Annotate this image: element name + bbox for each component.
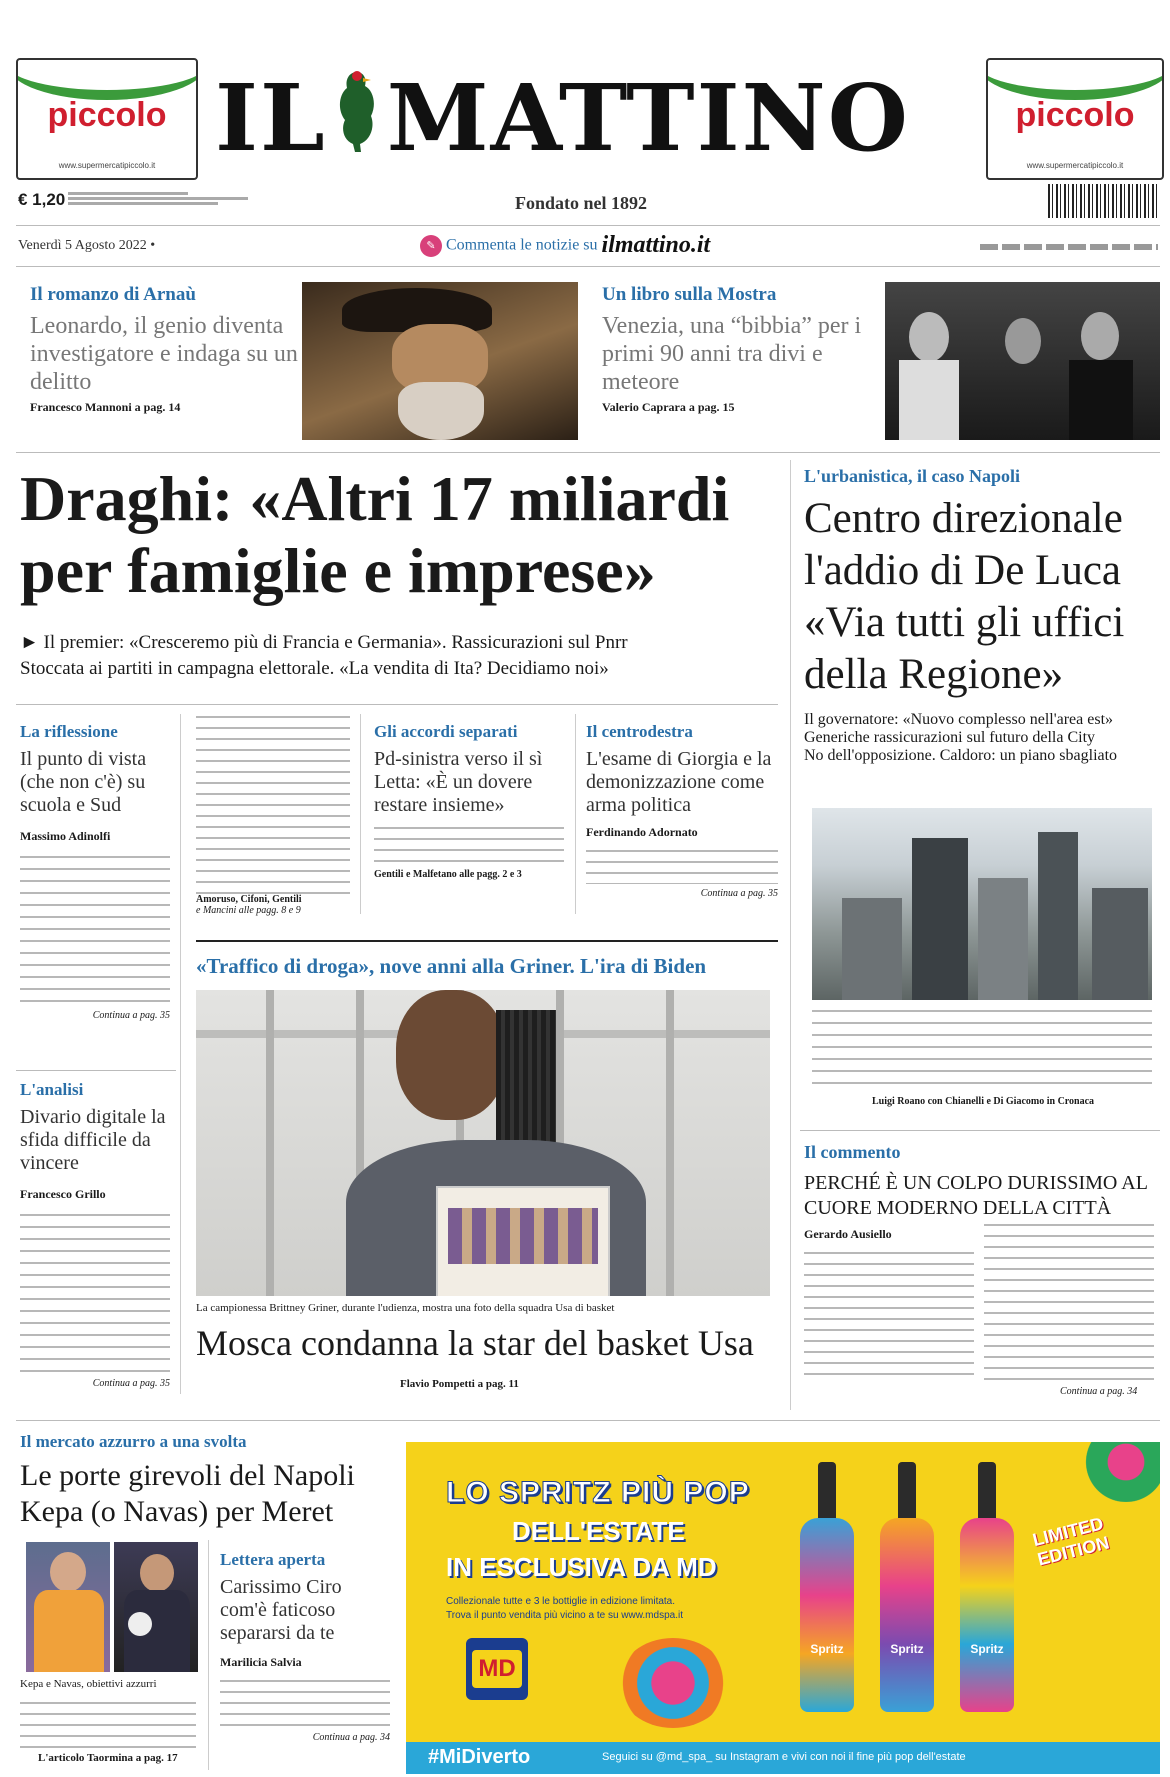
date-rule xyxy=(16,266,1160,267)
teaser-kicker: Un libro sulla Mostra xyxy=(602,284,777,305)
griner-byline: Flavio Pompetti a pag. 11 xyxy=(400,1378,519,1390)
bottle-1-image xyxy=(796,1462,858,1712)
teaser-headline: Venezia, una “bibbia” per i primi 90 anni tra divi e meteore xyxy=(602,313,862,395)
commento-headline: PERCHÉ È UN COLPO DURISSIMO AL CUORE MODERNO DELLA CITTÀ xyxy=(804,1172,1148,1219)
napoli-byline: Luigi Roano con Chianelli e Di Giacomo in Cronaca xyxy=(872,1096,1095,1107)
commento-body-left xyxy=(804,1252,974,1382)
left-advert-piccolo[interactable] xyxy=(16,58,198,180)
issue-date: Venerdì 5 Agosto 2022 • xyxy=(18,238,156,253)
teaser-byline: Valerio Caprara a pag. 15 xyxy=(602,400,735,414)
centrodestra-body xyxy=(586,850,778,884)
lettera-headline: Carissimo Ciro com'è faticoso separarsi da te xyxy=(220,1576,342,1644)
napoli-article[interactable] xyxy=(804,466,1160,765)
newspaper-masthead[interactable] xyxy=(215,64,975,172)
napoli-kicker: L'urbanistica, il caso Napoli xyxy=(804,466,1021,486)
lead-subhead-2: Stoccata ai partiti in campagna elettorale. «La vendita di Ita? Decidiamo noi» xyxy=(20,658,609,679)
accordi-article[interactable] xyxy=(374,722,564,880)
byline-2: e Mancini alle pagg. 8 e 9 xyxy=(196,905,301,916)
napoli-subhead-1: Il governatore: «Nuovo complesso nell'area est» xyxy=(804,711,1114,728)
centrodestra-headline: L'esame di Giorgia e la demonizzazione come arma politica xyxy=(586,748,772,816)
navas-photo xyxy=(114,1542,198,1672)
green-swoosh-icon xyxy=(16,58,198,100)
commento-continue: Continua a pag. 34 xyxy=(1060,1386,1138,1397)
leonardo-portrait-image xyxy=(302,282,578,440)
commento-author: Gerardo Ausiello xyxy=(804,1227,892,1241)
riflessione-author: Massimo Adinolfi xyxy=(20,829,111,843)
analisi-rule xyxy=(16,1070,176,1071)
mercato-article[interactable] xyxy=(20,1432,390,1530)
right-fine-print xyxy=(980,244,1158,250)
promo-bar[interactable] xyxy=(420,232,710,260)
col-divider xyxy=(575,714,576,914)
comment-icon: ✎ xyxy=(420,235,442,257)
riflessione-kicker: La riflessione xyxy=(20,722,118,741)
lead-headline-line-1[interactable]: Draghi: «Altri 17 miliardi xyxy=(20,463,730,534)
lead-rule xyxy=(16,704,778,705)
ad-footer-text: Seguici su @md_spa_ su Instagram e vivi con noi il fine più pop dell'estate xyxy=(602,1751,966,1763)
founded-line: Fondato nel 1892 xyxy=(515,193,648,213)
teaser-byline: Francesco Mannoni a pag. 14 xyxy=(30,400,181,414)
col-divider xyxy=(208,1540,209,1770)
barcode-icon xyxy=(1048,184,1158,218)
napoli-headline: Centro direzionale l'addio di De Luca «Via tutti gli uffici della Regione» xyxy=(804,495,1125,698)
bottle-3-image xyxy=(956,1462,1018,1712)
griner-photo xyxy=(196,990,770,1296)
teaser-rule xyxy=(16,452,1160,453)
venezia-bw-photo xyxy=(885,282,1160,440)
teaser-headline: Leonardo, il genio diventa investigatore e indaga su un delitto xyxy=(30,313,298,395)
kepa-photo xyxy=(26,1542,110,1672)
centrodestra-kicker: Il centrodestra xyxy=(586,722,693,741)
lettera-article[interactable] xyxy=(220,1550,390,1743)
byline-1: Amoruso, Cifoni, Gentili xyxy=(196,894,302,905)
advert-url: www.supermercatipiccolo.it xyxy=(58,161,156,170)
analisi-kicker: L'analisi xyxy=(20,1080,84,1099)
commento-kicker: Il commento xyxy=(804,1142,901,1162)
teaser-kicker: Il romanzo di Arnaù xyxy=(30,284,196,305)
centrodestra-continue: Continua a pag. 35 xyxy=(700,888,778,899)
leaf-decoration-icon xyxy=(1066,1442,1160,1502)
lead-headline-line-2[interactable]: per famiglie e imprese» xyxy=(20,535,656,606)
riflessione-continue: Continua a pag. 35 xyxy=(92,1010,170,1021)
teaser-venezia[interactable] xyxy=(602,284,878,415)
analisi-author: Francesco Grillo xyxy=(20,1187,106,1201)
advert-brand: piccolo xyxy=(47,96,167,134)
napoli-photo-caption xyxy=(812,1010,1152,1094)
analisi-body xyxy=(20,1214,170,1374)
draghi-byline xyxy=(196,894,356,916)
lead-subhead-1: ► Il premier: «Cresceremo più di Francia e Germania». Rassicurazioni sul Pnrr xyxy=(20,632,628,653)
ad-line-1: LO SPRITZ PIÙ POP xyxy=(446,1476,750,1509)
advert-url: www.supermercatipiccolo.it xyxy=(1026,161,1124,170)
right-column-divider xyxy=(790,460,791,1410)
ad-small-1: Collezionale tutte e 3 le bottiglie in edizione limitata. xyxy=(446,1596,676,1607)
draghi-body-column xyxy=(196,716,350,896)
mercato-headline-1: Le porte girevoli del Napoli xyxy=(20,1459,355,1492)
commento-rule xyxy=(800,1130,1160,1131)
commento-body-right xyxy=(984,1224,1154,1382)
analisi-headline: Divario digitale la sfida difficile da vincere xyxy=(20,1106,166,1174)
centrodestra-author: Ferdinando Adornato xyxy=(586,825,698,839)
riflessione-headline: Il punto di vista (che non c'è) su scuola e Sud xyxy=(20,748,147,816)
advert-brand: piccolo xyxy=(1015,96,1135,134)
lettera-continue: Continua a pag. 34 xyxy=(312,1732,390,1743)
ad-small-2: Trova il punto vendita più vicino a te su www.mdspa.it xyxy=(446,1610,683,1621)
mercato-kicker: Il mercato azzurro a una svolta xyxy=(20,1432,247,1451)
limited-edition-badge: LIMITED EDITION xyxy=(1030,1513,1112,1570)
griner-kicker[interactable]: «Traffico di droga», nove anni alla Griner. L'ira di Biden xyxy=(196,954,707,978)
bottle-label: Spritz xyxy=(970,1642,1004,1656)
napoli-subhead-3: No dell'opposizione. Caldoro: un piano sbagliato xyxy=(804,747,1118,764)
masthead-rule xyxy=(16,225,1160,226)
analisi-continue: Continua a pag. 35 xyxy=(92,1378,170,1389)
promo-site: ilmattino.it xyxy=(601,232,711,258)
issue-price: € 1,20 xyxy=(18,190,66,209)
masthead-il: IL xyxy=(215,64,327,172)
promo-text: Commenta le notizie su xyxy=(446,236,598,254)
accordi-headline: Pd-sinistra verso il sì Letta: «È un dovere restare insieme» xyxy=(374,748,543,816)
griner-headline[interactable]: Mosca condanna la star del basket Usa xyxy=(196,1323,754,1363)
rooster-logo-icon xyxy=(327,64,387,150)
md-logo xyxy=(466,1638,528,1700)
mercato-byline: L'articolo Taormina a pag. 17 xyxy=(38,1752,178,1764)
accordi-body xyxy=(374,827,564,867)
bottle-label: Spritz xyxy=(890,1642,924,1656)
ad-hashtag: #MiDiverto xyxy=(428,1746,531,1768)
accordi-byline: Gentili e Malfetano alle pagg. 2 e 3 xyxy=(374,869,522,880)
centrodestra-article[interactable] xyxy=(586,722,778,899)
col-divider xyxy=(180,714,181,1394)
accordi-kicker: Gli accordi separati xyxy=(374,722,518,741)
md-spritz-advert[interactable] xyxy=(406,1442,1160,1774)
md-logo-text: MD xyxy=(472,1650,522,1688)
ad-line-3: IN ESCLUSIVA DA MD xyxy=(446,1552,717,1582)
right-advert-piccolo[interactable] xyxy=(986,58,1164,180)
mercato-headline-2: Kepa (o Navas) per Meret xyxy=(20,1495,334,1528)
ad-line-2: DELL'ESTATE xyxy=(512,1516,685,1546)
bottle-2-image xyxy=(876,1462,938,1712)
napoli-subhead-2: Generiche rassicurazioni sul futuro della City xyxy=(804,729,1096,746)
bottle-label: Spritz xyxy=(810,1642,844,1656)
teaser-leonardo[interactable] xyxy=(30,284,298,415)
lettera-author: Marilicia Salvia xyxy=(220,1655,302,1669)
riflessione-article[interactable] xyxy=(20,722,170,1021)
masthead-mattino: MATTINO xyxy=(386,64,910,172)
burst-graphic-icon xyxy=(618,1638,728,1728)
bottom-section-rule xyxy=(16,1420,1160,1421)
green-swoosh-icon xyxy=(986,58,1164,100)
griner-caption: La campionessa Brittney Griner, durante l'udienza, mostra una foto della squadra Usa di basket xyxy=(196,1302,615,1314)
analisi-article[interactable] xyxy=(20,1080,170,1389)
lettera-kicker: Lettera aperta xyxy=(220,1550,326,1569)
ad-footer-bar xyxy=(406,1742,1160,1774)
griner-top-rule xyxy=(196,940,778,942)
centro-direzionale-photo xyxy=(812,808,1152,1000)
mercato-caption: Kepa e Navas, obiettivi azzurri xyxy=(20,1678,157,1690)
fine-print xyxy=(68,190,268,212)
mercato-body xyxy=(20,1702,196,1750)
lettera-body xyxy=(220,1680,390,1730)
col-divider xyxy=(360,714,361,914)
riflessione-body xyxy=(20,856,170,1006)
